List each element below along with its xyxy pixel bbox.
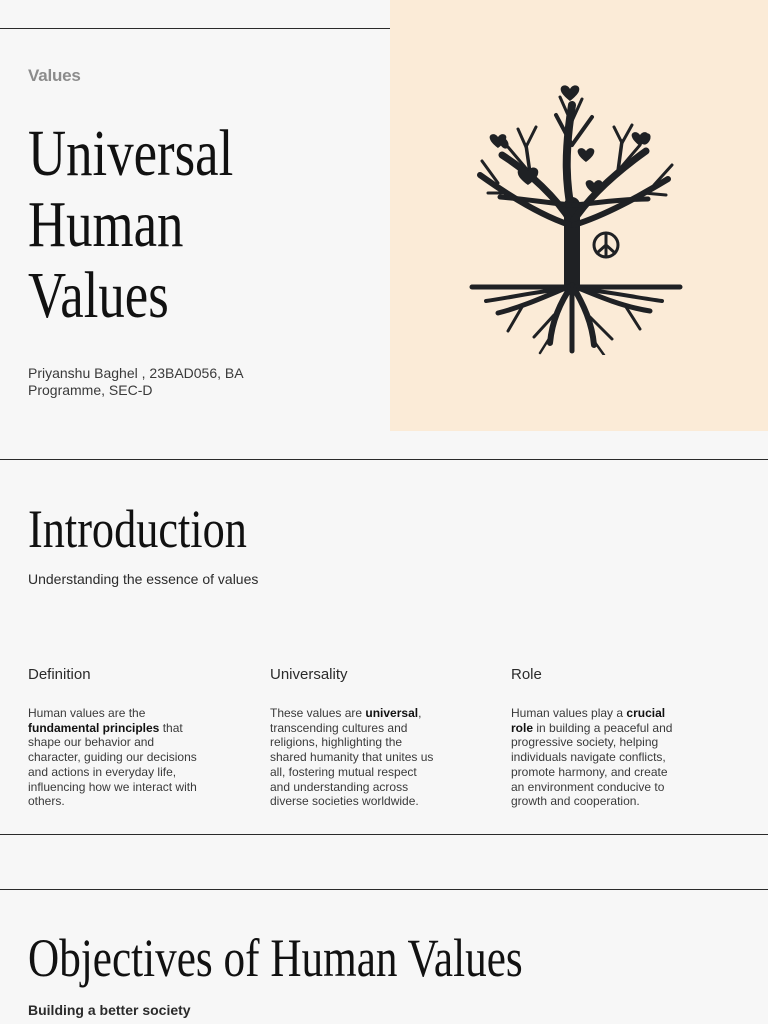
section-title: Objectives of Human Values bbox=[28, 928, 523, 988]
page-title bbox=[28, 118, 368, 331]
slide1-top-rule bbox=[0, 28, 390, 29]
author-info: Priyanshu Baghel , 23BAD056, BA Programme, SEC-D bbox=[28, 365, 243, 398]
section-tag: Values bbox=[28, 66, 81, 85]
hero-image-panel bbox=[390, 0, 768, 431]
title-line: Values bbox=[28, 259, 169, 332]
slide-divider bbox=[0, 834, 768, 835]
column-body: Human values play a crucial role in building a peaceful and progressive society, helping individuals navigate conflicts, promote harmony, and create an environment conducive to growth and cooperation. bbox=[511, 706, 673, 809]
slide-divider bbox=[0, 459, 768, 460]
column-body: Human values are the fundamental principles that shape our behavior and character, guiding our decisions and actions in everyday life, influencing how we interact with others. bbox=[28, 706, 197, 809]
column-heading: Universality bbox=[270, 666, 348, 683]
section-title: Introduction bbox=[28, 499, 247, 559]
column-heading: Role bbox=[511, 666, 542, 683]
column-heading: Definition bbox=[28, 666, 91, 683]
section-subtitle: Building a better society bbox=[28, 1002, 191, 1018]
slide-divider bbox=[0, 889, 768, 890]
universality-column bbox=[270, 666, 440, 809]
column-body: These values are universal, transcending cultures and religions, highlighting the shared humanity that unites us all, fostering mutual respect and understanding across diverse societies worldwide. bbox=[270, 706, 434, 809]
definition-column bbox=[28, 666, 198, 809]
section-subtitle: Understanding the essence of values bbox=[28, 571, 259, 587]
title-line: Human bbox=[28, 188, 184, 261]
tree-with-hearts-and-peace-icon bbox=[468, 75, 684, 355]
title-line: Universal bbox=[28, 117, 234, 190]
role-column bbox=[511, 666, 681, 809]
